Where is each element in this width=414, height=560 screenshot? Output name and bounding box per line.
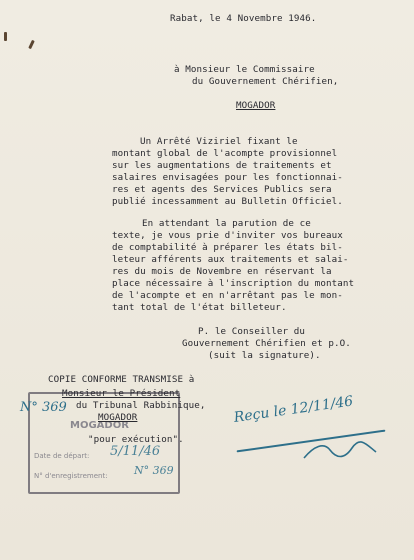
recipient-city: MOGADOR xyxy=(236,100,276,111)
signature-line-1: P. le Conseiller du xyxy=(198,326,305,337)
initials-signature xyxy=(300,436,380,466)
body-line: tant total de l'état billeteur. xyxy=(112,302,287,313)
body-line: place nécessaire à l'inscription du montant xyxy=(112,278,355,289)
signature-line-2: Gouvernement Chérifien et p.O. xyxy=(182,338,351,349)
stamp-registration-label: N° d'enregistrement: xyxy=(34,472,108,480)
recipient-line-2: du Gouvernement Chérifien, xyxy=(192,76,339,87)
date-line: Rabat, le 4 Novembre 1946. xyxy=(170,13,317,24)
copy-line-4: MOGADOR xyxy=(98,412,138,423)
body-line: de comptabilité à préparer les états bil- xyxy=(112,242,343,253)
stamp-handwritten-date: 5/11/46 xyxy=(110,444,161,459)
stamp-handwritten-number: N° 369 xyxy=(134,464,174,477)
ink-smudge xyxy=(4,32,7,41)
body-line: res du mois de Novembre en réservant la xyxy=(112,266,332,277)
copy-line-5: "pour exécution". xyxy=(88,434,184,445)
recipient-line-1: à Monsieur le Commissaire xyxy=(174,64,315,75)
body-line: Un Arrêté Viziriel fixant le xyxy=(140,136,298,147)
body-line: publié incessamment au Bulletin Officiel. xyxy=(112,196,343,207)
body-line: texte, je vous prie d'inviter vos bureaux xyxy=(112,230,343,241)
margin-handwritten-number: N° 369 xyxy=(20,400,67,415)
body-line: leteur afférents aux traitements et salai- xyxy=(112,254,349,265)
body-line: En attendant la parution de ce xyxy=(142,218,311,229)
ink-smudge xyxy=(28,40,35,49)
received-note: Reçu le 12/11/46 xyxy=(232,393,355,426)
copy-line-3: du Tribunal Rabbinique, xyxy=(76,400,206,411)
body-line: de l'acompte et en n'arrêtant pas le mon- xyxy=(112,290,343,301)
body-line: sur les augmentations de traitements et xyxy=(112,160,332,171)
copy-line-2: Monsieur le Président xyxy=(62,388,181,399)
body-line: montant global de l'acompte provisionnel xyxy=(112,148,338,159)
signature-line-3: (suit la signature). xyxy=(208,350,321,361)
body-line: res et agents des Services Publics sera xyxy=(112,184,332,195)
stamp-date-label: Date de départ: xyxy=(34,452,90,460)
stamp-city: MOGADOR xyxy=(70,420,129,431)
body-line: salaires envisagées pour les fonctionnai- xyxy=(112,172,343,183)
copy-line-1: COPIE CONFORME TRANSMISE à xyxy=(48,374,195,385)
